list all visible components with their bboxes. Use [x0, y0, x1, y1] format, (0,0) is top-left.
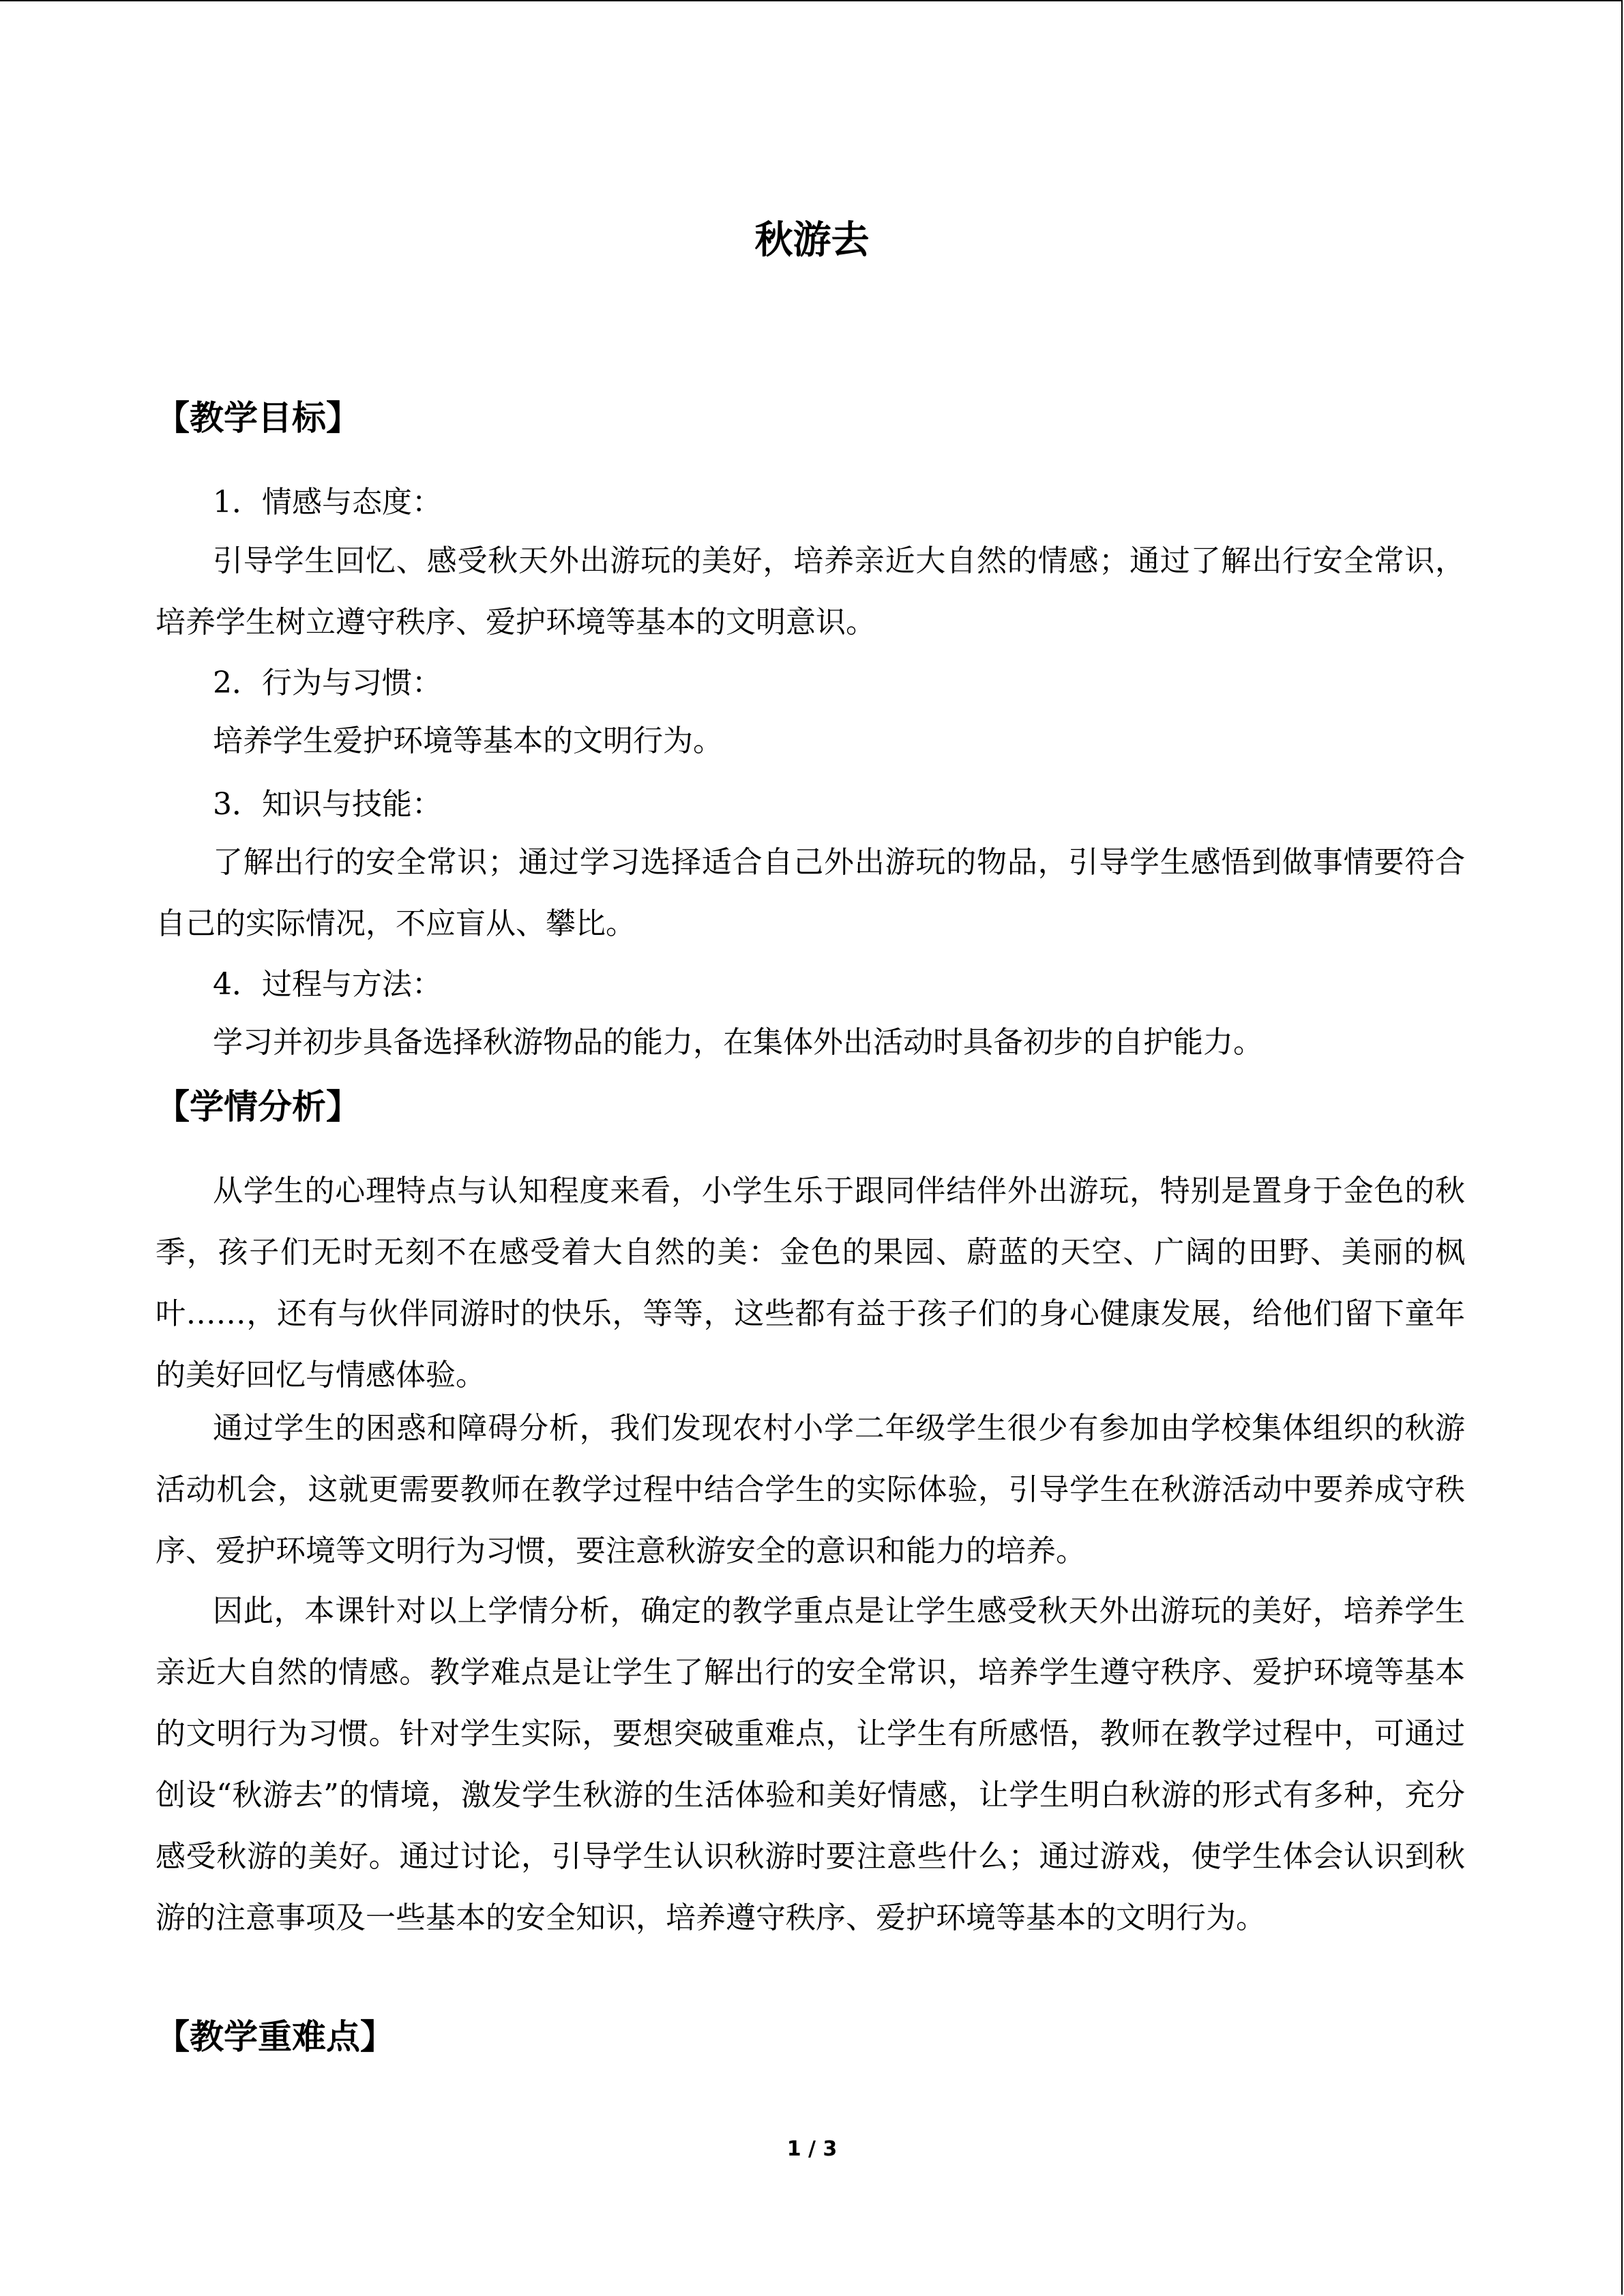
section-heading-learner-analysis: 【学情分析】: [156, 1086, 360, 1127]
goal-text-emotion: 引导学生回忆、感受秋天外出游玩的美好，培养亲近大自然的情感；通过了解出行安全常识，培养学生树立遵守秩序、爱护环境等基本的文明意识。: [156, 543, 1465, 640]
goal-label-emotion: 1．情感与态度：: [213, 485, 442, 520]
section-heading-teaching-goals: 【教学目标】: [156, 398, 360, 438]
document-title: 秋游去: [754, 218, 870, 263]
analysis-paragraph-3: 因此，本课针对以上学情分析，确定的教学重点是让学生感受秋天外出游玩的美好，培养学生亲近大自然的情感。教学难点是让学生了解出行的安全常识，培养学生遵守秩序、爱护环境等基本的文明行为习惯。针对学生实际，要想突破重难点，让学生有所感悟，教师在教学过程中，可通过创设“秋游去”的情境，激发学生秋游的生活体验和美好情感，让学生明白秋游的形式有多种，充分感受秋游的美好。通过讨论，引导学生认识秋游时要注意些什么；通过游戏，使学生体会认识到秋游的注意事项及一些基本的安全知识，培养遵守秩序、爱护环境等基本的文明行为。: [156, 1594, 1466, 1935]
goal-label-process: 4．过程与方法：: [213, 967, 442, 1002]
goal-text-knowledge: 了解出行的安全常识；通过学习选择适合自己外出游玩的物品，引导学生感悟到做事情要符合自己的实际情况，不应盲从、攀比。: [156, 845, 1465, 941]
goal-text-behavior: 培养学生爱护环境等基本的文明行为。: [213, 724, 723, 758]
analysis-paragraph-1: 从学生的心理特点与认知程度来看，小学生乐于跟同伴结伴外出游玩，特别是置身于金色的秋季，孩子们无时无刻不在感受着大自然的美：金色的果园、蔚蓝的天空、广阔的田野、美丽的枫叶……，还有与伙伴同游时的快乐，等等，这些都有益于孩子们的身心健康发展，给他们留下童年的美好回忆与情感体验。: [156, 1174, 1465, 1392]
goal-label-knowledge: 3．知识与技能：: [213, 787, 442, 822]
section-heading-key-difficulties: 【教学重难点】: [156, 2016, 394, 2057]
goal-text-process: 学习并初步具备选择秋游物品的能力，在集体外出活动时具备初步的自护能力。: [213, 1025, 1263, 1060]
analysis-paragraph-2: 通过学生的困惑和障碍分析，我们发现农村小学二年级学生很少有参加由学校集体组织的秋游活动机会，这就更需要教师在教学过程中结合学生的实际体验，引导学生在秋游活动中要养成守秩序、爱护环境等文明行为习惯，要注意秋游安全的意识和能力的培养。: [156, 1411, 1465, 1568]
goal-label-behavior: 2．行为与习惯：: [213, 666, 442, 700]
page-number: 1 / 3: [786, 2137, 838, 2161]
